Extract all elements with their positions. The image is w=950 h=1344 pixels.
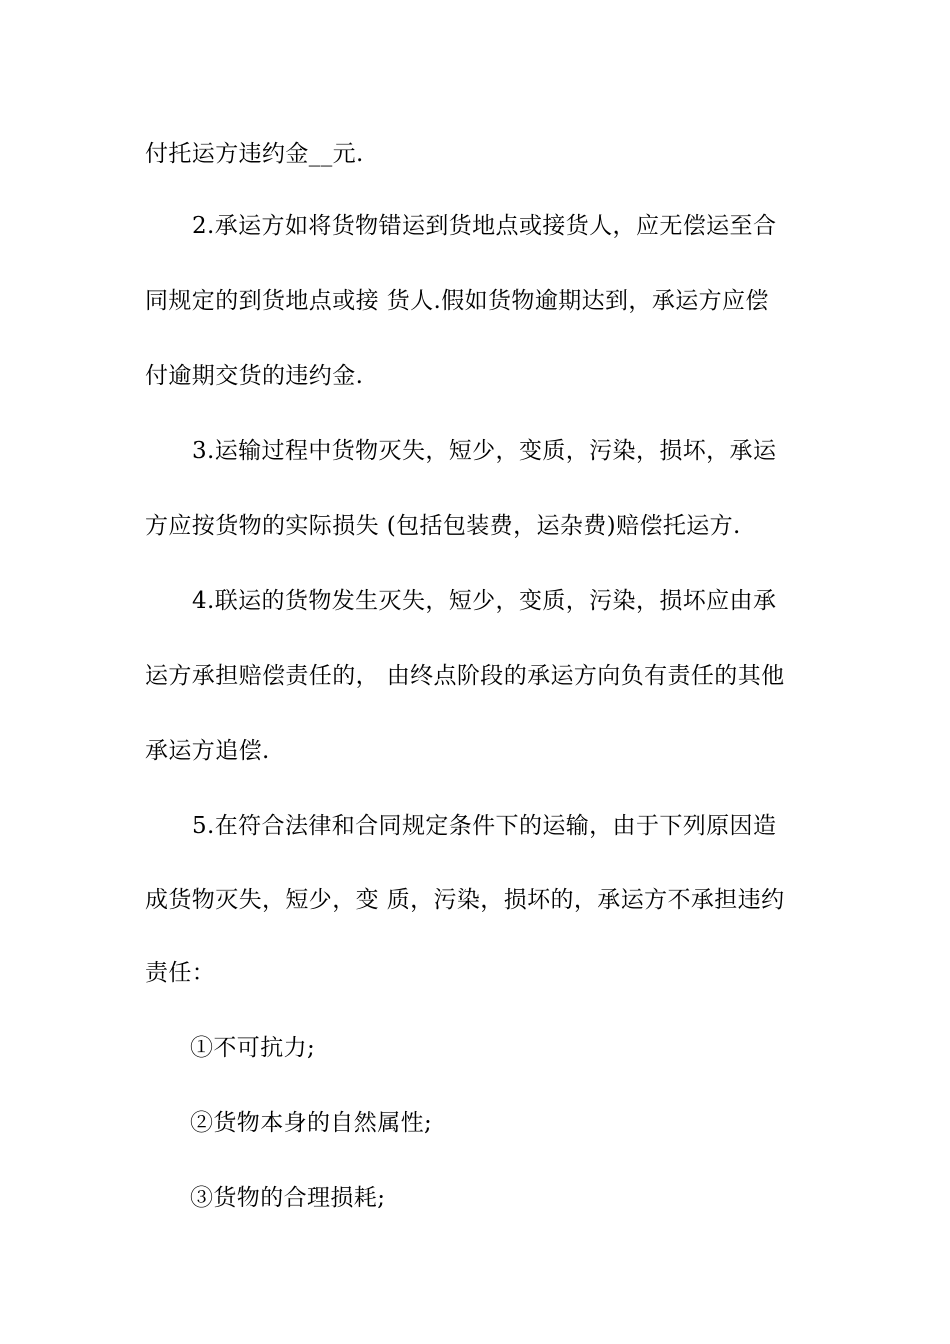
paragraph-3-line-1: 3.运输过程中货物灭失，短少，变质，污染，损坏，承运 bbox=[192, 438, 777, 464]
paragraph-4-line-1: 4.联运的货物发生灭失，短少，变质，污染，损坏应由承 bbox=[192, 588, 777, 614]
paragraph-4-line-3: 承运方追偿. bbox=[145, 738, 270, 764]
paragraph-2-line-1: 2.承运方如将货物错运到货地点或接货人，应无偿运至合 bbox=[192, 213, 777, 239]
paragraph-3-line-2: 方应按货物的实际损失 (包括包装费，运杂费)赔偿托运方. bbox=[145, 513, 741, 539]
paragraph-2-line-2: 同规定的到货地点或接 货人.假如货物逾期达到，承运方应偿 bbox=[145, 288, 769, 314]
list-item-3: ③货物的合理损耗; bbox=[190, 1185, 386, 1211]
paragraph-5-line-1: 5.在符合法律和合同规定条件下的运输，由于下列原因造 bbox=[192, 813, 777, 839]
paragraph-2-line-3: 付逾期交货的违约金. bbox=[145, 363, 364, 389]
list-item-1: ①不可抗力; bbox=[190, 1035, 316, 1061]
paragraph-5-line-2: 成货物灭失，短少，变 质，污染，损坏的，承运方不承担违约 bbox=[145, 887, 785, 913]
list-item-2: ②货物本身的自然属性; bbox=[190, 1110, 433, 1136]
paragraph-1-line-1: 付托运方违约金__元. bbox=[145, 141, 364, 167]
paragraph-4-line-2: 运方承担赔偿责任的， 由终点阶段的承运方向负有责任的其他 bbox=[145, 663, 785, 689]
paragraph-5-line-3: 责任： bbox=[145, 960, 216, 986]
